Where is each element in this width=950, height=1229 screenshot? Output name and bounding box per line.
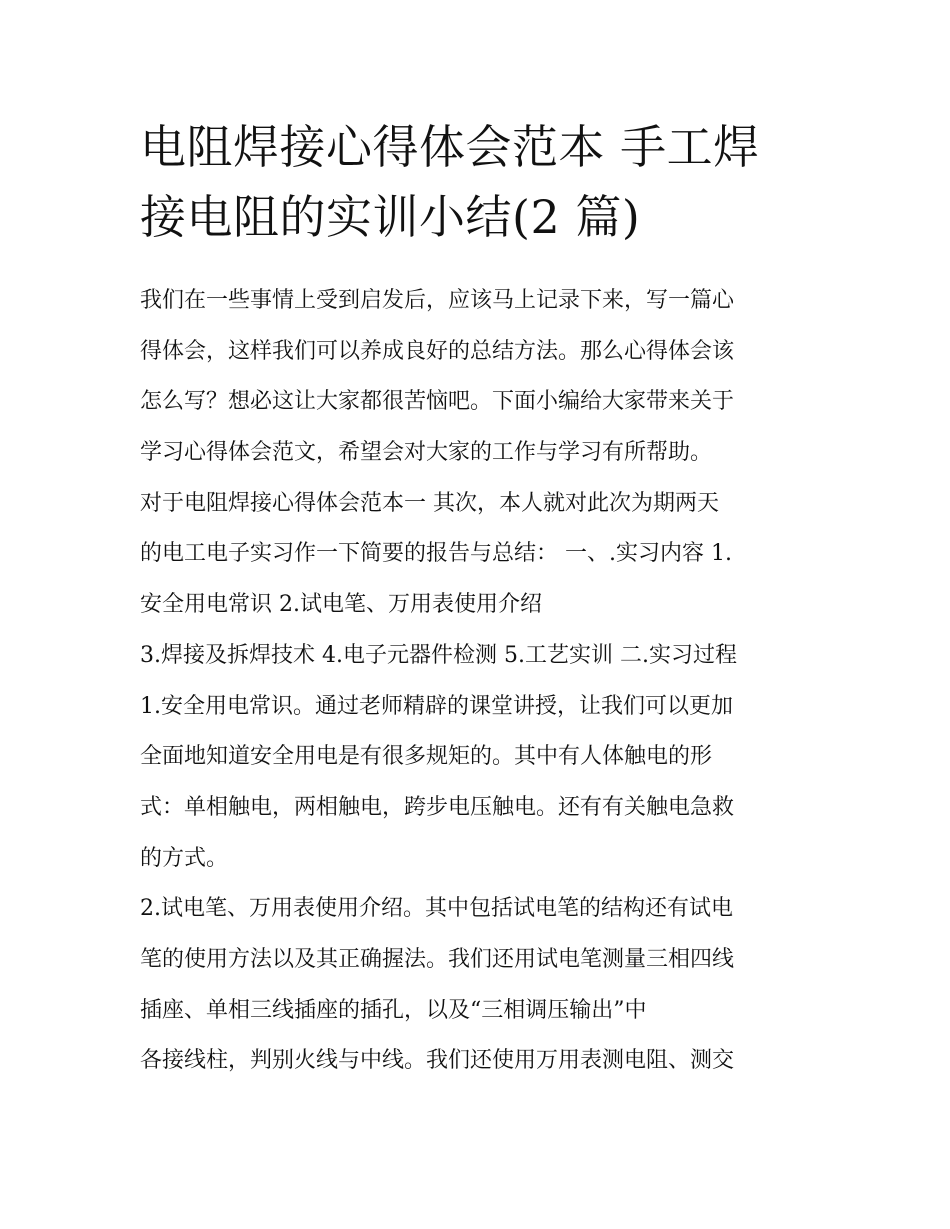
body-line: 1.安全用电常识。通过老师精辟的课堂讲授，让我们可以更加 xyxy=(140,693,733,719)
body-line: 的方式。 xyxy=(140,845,229,871)
body-line: 插座、单相三线插座的插孔，以及“三相调压输出”中 xyxy=(140,997,647,1023)
body-line: 3.焊接及拆焊技术 4.电子元器件检测 5.工艺实训 二.实习过程 xyxy=(140,642,737,668)
document-title xyxy=(140,112,830,252)
body-line: 对于电阻焊接心得体会范本一 其次，本人就对此次为期两天 xyxy=(140,490,719,516)
title-line: 电阻焊接心得体会范本 手工焊 xyxy=(140,120,760,174)
body-line: 式：单相触电，两相触电，跨步电压触电。还有有关触电急救 xyxy=(140,794,735,820)
body-line: 的电工电子实习作一下简要的报告与总结： 一、.实习内容 1. xyxy=(140,541,732,567)
body-line: 各接线柱，判别火线与中线。我们还使用万用表测电阻、测交 xyxy=(140,1048,735,1074)
body-line: 得体会，这样我们可以养成良好的总结方法。那么心得体会该 xyxy=(140,338,735,364)
document-body xyxy=(140,276,830,1087)
body-line: 2.试电笔、万用表使用介绍。其中包括试电笔的结构还有试电 xyxy=(140,896,733,922)
body-line: 怎么写？想必这让大家都很苦恼吧。下面小编给大家带来关于 xyxy=(140,389,735,415)
body-line: 学习心得体会范文，希望会对大家的工作与学习有所帮助。 xyxy=(140,440,713,466)
title-line: 接电阻的实训小结(2 篇) xyxy=(140,190,641,244)
body-line: 我们在一些事情上受到启发后，应该马上记录下来，写一篇心 xyxy=(140,288,735,313)
body-line: 笔的使用方法以及其正确握法。我们还用试电笔测量三相四线 xyxy=(140,946,735,972)
body-line: 全面地知道安全用电是有很多规矩的。其中有人体触电的形 xyxy=(140,744,713,770)
body-line: 安全用电常识 2.试电笔、万用表使用介绍 xyxy=(140,592,542,618)
